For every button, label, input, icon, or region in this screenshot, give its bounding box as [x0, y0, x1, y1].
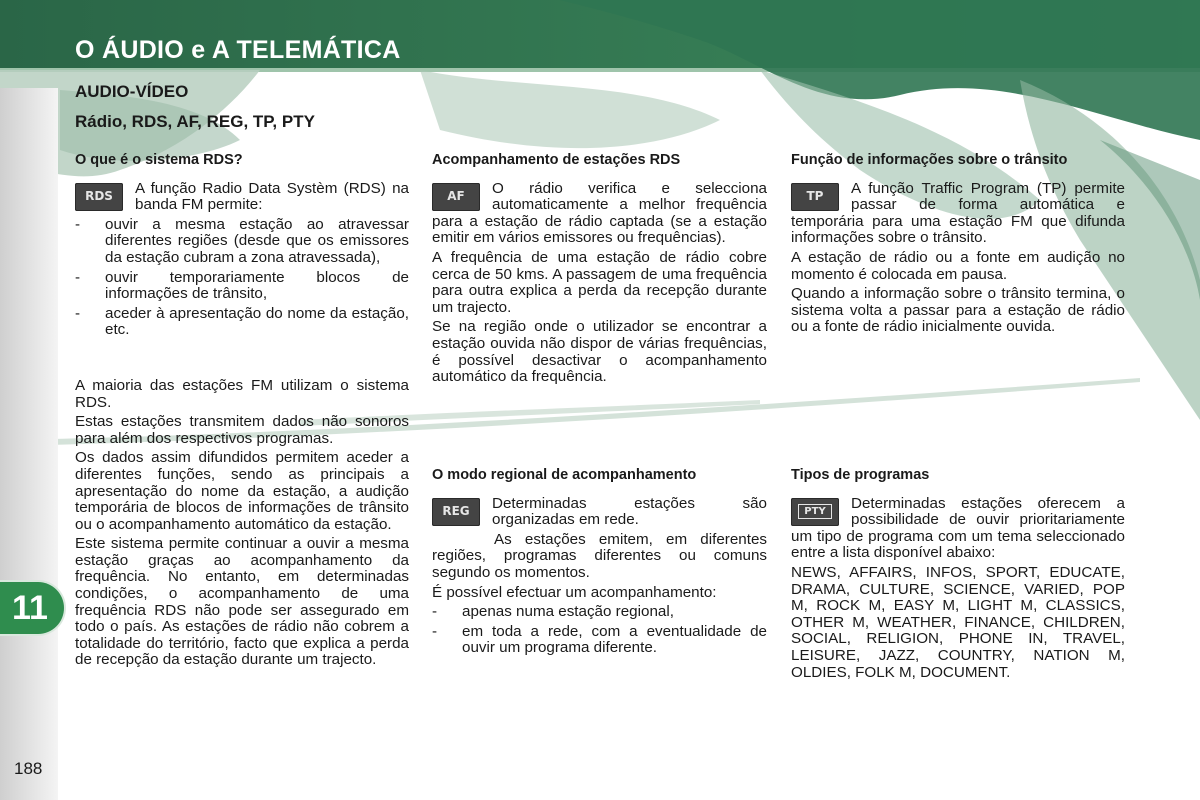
paragraph: As estações emitem, em diferentes regiões, programas diferentes ou comuns segundo os momentos. — [432, 530, 767, 581]
paragraph: Determinadas estações são organizadas em rede. — [492, 494, 767, 529]
reg-badge — [432, 498, 480, 526]
list-item: - apenas numa estação regional, — [432, 604, 767, 621]
list-item: - em toda a rede, com a eventualidade de ouvir um programa diferente. — [432, 624, 767, 657]
rds-intro-text: A função Radio Data Systèm (RDS) na banda FM permite: — [135, 179, 409, 214]
tp-badge-label: TP — [806, 189, 824, 204]
list-item: - ouvir temporariamente blocos de informações de trânsito, — [75, 270, 409, 303]
reg-badge-label: REG — [442, 504, 470, 519]
tp-badge — [791, 183, 839, 211]
rds-heading: O que é o sistema RDS? — [75, 152, 243, 168]
column-af — [432, 152, 767, 389]
pty-heading: Tipos de programas — [791, 467, 930, 483]
chapter-tab — [0, 582, 64, 634]
reg-option-list — [432, 604, 767, 657]
paragraph: A frequência de uma estação de rádio cobre cerca de 50 kms. A passagem de uma frequência para outra explica a perda da recepção durante um trajecto. — [432, 248, 767, 316]
tp-heading: Função de informações sobre o trânsito — [791, 152, 1068, 168]
rds-feature-list — [75, 217, 409, 339]
paragraph: Os dados assim difundidos permitem aceder a diferentes funções, sendo as principais a apresentação do nome da estação, a audição temporária de blocos de informações de trânsito ou o acompanhamento automático da estação. — [75, 449, 409, 533]
column-tp — [791, 152, 1125, 339]
column-rds-intro — [75, 152, 409, 672]
list-item: - aceder à apresentação do nome da estação, etc. — [75, 306, 409, 339]
paragraph: É possível efectuar um acompanhamento: — [432, 583, 717, 601]
pty-badge — [791, 498, 839, 526]
section-subtitle: Rádio, RDS, AF, REG, TP, PTY — [75, 112, 315, 131]
reg-heading: O modo regional de acompanhamento — [432, 467, 697, 483]
pty-badge-label: PTY — [798, 504, 831, 519]
paragraph: A função Traffic Program (TP) permite passar de forma automática e temporária para uma estação FM que difunda informações sobre o trânsito. — [791, 179, 1125, 247]
af-heading: Acompanhamento de estações RDS — [432, 152, 681, 168]
paragraph: Este sistema permite continuar a ouvir a mesma estação graças ao acompanhamento da frequência. No entanto, em determinadas condições, o acompanhamento de uma frequência RDS não pode ser assegurado em todo o país. As estações de rádio não cobrem a totalidade do território, facto que explica a perda de recepção da estação durante um trajecto. — [75, 535, 409, 669]
af-badge-label: AF — [447, 189, 465, 204]
column-reg — [432, 467, 767, 660]
chapter-header-title: O ÁUDIO e A TELEMÁTICA — [75, 36, 401, 64]
list-item: - ouvir a mesma estação ao atravessar diferentes regiões (desde que os emissores da estação cubram a zona atravessada), — [75, 217, 409, 267]
program-type-list: NEWS, AFFAIRS, INFOS, SPORT, EDUCATE, DRAMA, CULTURE, SCIENCE, VARIED, POP M, ROCK M, EASY M, LIGHT M, CLASSICS, OTHER M, WEATHER, FINANCE, CHILDREN, SOCIAL, RELIGION, PHONE IN, TRAVEL, LEISURE, JAZZ, COUNTRY, NATION M, OLDIES, FOLK M, DOCUMENT. — [791, 563, 1125, 681]
paragraph: A estação de rádio ou a fonte em audição no momento é colocada em pausa. — [791, 248, 1125, 283]
paragraph: A maioria das estações FM utilizam o sistema RDS. — [75, 376, 409, 411]
column-pty — [791, 467, 1125, 684]
rds-badge-label: RDS — [85, 189, 113, 204]
paragraph: Estas estações transmitem dados não sonoros para além dos respectivos programas. — [75, 413, 409, 447]
chapter-number: 11 — [12, 588, 48, 627]
section-title: AUDIO-VÍDEO — [75, 82, 189, 101]
paragraph: Se na região onde o utilizador se encontrar a estação ouvida não dispor de várias frequências, é possível desactivar o acompanhamento automático da frequência. — [432, 318, 767, 386]
paragraph: O rádio verifica e selecciona automaticamente a melhor frequência para a estação de rádio captada (se a estação emitir em vários emissores ou frequências). — [432, 179, 767, 247]
rds-badge — [75, 183, 123, 211]
page-side-strip — [0, 88, 58, 800]
paragraph: Determinadas estações oferecem a possibilidade de ouvir prioritariamente um tipo de programa com um tema seleccionado entre a lista disponível abaixo: — [791, 494, 1125, 562]
paragraph: Quando a informação sobre o trânsito termina, o sistema volta a passar para a estação de rádio ou a fonte de rádio inicialmente ouvida. — [791, 285, 1125, 336]
page-number: 188 — [14, 759, 43, 778]
af-badge — [432, 183, 480, 211]
